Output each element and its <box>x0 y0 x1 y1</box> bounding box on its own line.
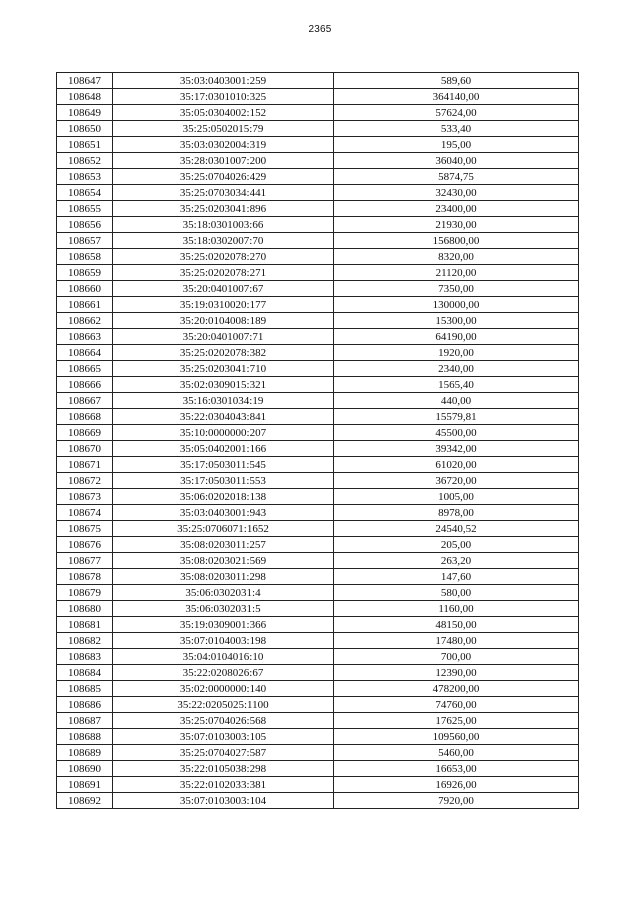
record-number-cell: 108657 <box>57 233 113 249</box>
table-row <box>57 265 579 281</box>
table-row <box>57 665 579 681</box>
record-number-cell: 108651 <box>57 137 113 153</box>
cadastral-number-cell: 35:16:0301034:19 <box>113 393 334 409</box>
cadastral-number-cell: 35:20:0401007:71 <box>113 329 334 345</box>
value-cell: 7350,00 <box>334 281 579 297</box>
record-number-cell: 108688 <box>57 729 113 745</box>
value-cell: 147,60 <box>334 569 579 585</box>
record-number-cell: 108692 <box>57 793 113 809</box>
table-row <box>57 505 579 521</box>
value-cell: 205,00 <box>334 537 579 553</box>
value-cell: 17480,00 <box>334 633 579 649</box>
table-row <box>57 537 579 553</box>
cadastral-number-cell: 35:07:0103003:104 <box>113 793 334 809</box>
record-number-cell: 108667 <box>57 393 113 409</box>
table-row <box>57 73 579 89</box>
value-cell: 12390,00 <box>334 665 579 681</box>
cadastral-number-cell: 35:25:0704026:429 <box>113 169 334 185</box>
record-number-cell: 108681 <box>57 617 113 633</box>
value-cell: 16653,00 <box>334 761 579 777</box>
value-cell: 364140,00 <box>334 89 579 105</box>
record-number-cell: 108680 <box>57 601 113 617</box>
value-cell: 8320,00 <box>334 249 579 265</box>
cadastral-number-cell: 35:07:0103003:105 <box>113 729 334 745</box>
record-number-cell: 108658 <box>57 249 113 265</box>
table-row <box>57 137 579 153</box>
cadastral-number-cell: 35:25:0202078:382 <box>113 345 334 361</box>
record-number-cell: 108650 <box>57 121 113 137</box>
cadastral-number-cell: 35:18:0301003:66 <box>113 217 334 233</box>
record-number-cell: 108674 <box>57 505 113 521</box>
table-row <box>57 89 579 105</box>
cadastral-number-cell: 35:25:0202078:271 <box>113 265 334 281</box>
value-cell: 156800,00 <box>334 233 579 249</box>
cadastral-number-cell: 35:03:0403001:943 <box>113 505 334 521</box>
cadastral-number-cell: 35:02:0309015:321 <box>113 377 334 393</box>
record-number-cell: 108683 <box>57 649 113 665</box>
value-cell: 61020,00 <box>334 457 579 473</box>
table-row <box>57 153 579 169</box>
cadastral-number-cell: 35:25:0706071:1652 <box>113 521 334 537</box>
value-cell: 5460,00 <box>334 745 579 761</box>
table-row <box>57 473 579 489</box>
cadastral-number-cell: 35:22:0208026:67 <box>113 665 334 681</box>
table-row <box>57 169 579 185</box>
table-row <box>57 761 579 777</box>
cadastral-number-cell: 35:06:0202018:138 <box>113 489 334 505</box>
record-number-cell: 108662 <box>57 313 113 329</box>
cadastral-number-cell: 35:19:0310020:177 <box>113 297 334 313</box>
record-number-cell: 108668 <box>57 409 113 425</box>
table-row <box>57 489 579 505</box>
value-cell: 589,60 <box>334 73 579 89</box>
table-row <box>57 121 579 137</box>
record-number-cell: 108653 <box>57 169 113 185</box>
record-number-cell: 108686 <box>57 697 113 713</box>
table-row <box>57 793 579 809</box>
value-cell: 23400,00 <box>334 201 579 217</box>
cadastral-number-cell: 35:25:0202078:270 <box>113 249 334 265</box>
table-row <box>57 361 579 377</box>
record-number-cell: 108659 <box>57 265 113 281</box>
table-row <box>57 569 579 585</box>
registry-table-body <box>57 73 579 809</box>
table-row <box>57 297 579 313</box>
record-number-cell: 108691 <box>57 777 113 793</box>
cadastral-number-cell: 35:22:0105038:298 <box>113 761 334 777</box>
table-row <box>57 329 579 345</box>
record-number-cell: 108666 <box>57 377 113 393</box>
table-row <box>57 185 579 201</box>
cadastral-number-cell: 35:28:0301007:200 <box>113 153 334 169</box>
table-row <box>57 377 579 393</box>
value-cell: 2340,00 <box>334 361 579 377</box>
cadastral-number-cell: 35:03:0403001:259 <box>113 73 334 89</box>
record-number-cell: 108665 <box>57 361 113 377</box>
value-cell: 195,00 <box>334 137 579 153</box>
value-cell: 36720,00 <box>334 473 579 489</box>
cadastral-number-cell: 35:25:0502015:79 <box>113 121 334 137</box>
cadastral-number-cell: 35:25:0703034:441 <box>113 185 334 201</box>
cadastral-number-cell: 35:17:0301010:325 <box>113 89 334 105</box>
cadastral-number-cell: 35:20:0104008:189 <box>113 313 334 329</box>
value-cell: 64190,00 <box>334 329 579 345</box>
value-cell: 1160,00 <box>334 601 579 617</box>
record-number-cell: 108671 <box>57 457 113 473</box>
cadastral-number-cell: 35:17:0503011:545 <box>113 457 334 473</box>
table-row <box>57 601 579 617</box>
cadastral-number-cell: 35:06:0302031:4 <box>113 585 334 601</box>
table-row <box>57 105 579 121</box>
cadastral-number-cell: 35:18:0302007:70 <box>113 233 334 249</box>
cadastral-number-cell: 35:17:0503011:553 <box>113 473 334 489</box>
table-row <box>57 729 579 745</box>
table-row <box>57 521 579 537</box>
value-cell: 48150,00 <box>334 617 579 633</box>
table-row <box>57 217 579 233</box>
record-number-cell: 108660 <box>57 281 113 297</box>
record-number-cell: 108678 <box>57 569 113 585</box>
value-cell: 109560,00 <box>334 729 579 745</box>
record-number-cell: 108679 <box>57 585 113 601</box>
value-cell: 16926,00 <box>334 777 579 793</box>
value-cell: 36040,00 <box>334 153 579 169</box>
value-cell: 24540,52 <box>334 521 579 537</box>
cadastral-number-cell: 35:22:0102033:381 <box>113 777 334 793</box>
cadastral-number-cell: 35:10:0000000:207 <box>113 425 334 441</box>
value-cell: 74760,00 <box>334 697 579 713</box>
table-row <box>57 393 579 409</box>
value-cell: 8978,00 <box>334 505 579 521</box>
cadastral-number-cell: 35:02:0000000:140 <box>113 681 334 697</box>
record-number-cell: 108676 <box>57 537 113 553</box>
table-row <box>57 681 579 697</box>
record-number-cell: 108648 <box>57 89 113 105</box>
value-cell: 1565,40 <box>334 377 579 393</box>
page-number: 2365 <box>308 24 332 35</box>
record-number-cell: 108670 <box>57 441 113 457</box>
value-cell: 440,00 <box>334 393 579 409</box>
table-row <box>57 201 579 217</box>
value-cell: 580,00 <box>334 585 579 601</box>
value-cell: 15579,81 <box>334 409 579 425</box>
table-row <box>57 649 579 665</box>
value-cell: 39342,00 <box>334 441 579 457</box>
record-number-cell: 108672 <box>57 473 113 489</box>
value-cell: 21930,00 <box>334 217 579 233</box>
cadastral-number-cell: 35:04:0104016:10 <box>113 649 334 665</box>
table-row <box>57 713 579 729</box>
cadastral-number-cell: 35:03:0302004:319 <box>113 137 334 153</box>
cadastral-number-cell: 35:22:0304043:841 <box>113 409 334 425</box>
table-row <box>57 697 579 713</box>
record-number-cell: 108661 <box>57 297 113 313</box>
value-cell: 7920,00 <box>334 793 579 809</box>
cadastral-number-cell: 35:25:0203041:896 <box>113 201 334 217</box>
table-row <box>57 249 579 265</box>
record-number-cell: 108647 <box>57 73 113 89</box>
cadastral-number-cell: 35:08:0203011:257 <box>113 537 334 553</box>
value-cell: 1920,00 <box>334 345 579 361</box>
cadastral-number-cell: 35:25:0704027:587 <box>113 745 334 761</box>
table-row <box>57 409 579 425</box>
cadastral-number-cell: 35:08:0203011:298 <box>113 569 334 585</box>
cadastral-number-cell: 35:07:0104003:198 <box>113 633 334 649</box>
record-number-cell: 108684 <box>57 665 113 681</box>
cadastral-number-cell: 35:19:0309001:366 <box>113 617 334 633</box>
table-row <box>57 457 579 473</box>
record-number-cell: 108677 <box>57 553 113 569</box>
cadastral-number-cell: 35:25:0203041:710 <box>113 361 334 377</box>
value-cell: 478200,00 <box>334 681 579 697</box>
table-row <box>57 313 579 329</box>
record-number-cell: 108675 <box>57 521 113 537</box>
cadastral-number-cell: 35:05:0402001:166 <box>113 441 334 457</box>
value-cell: 130000,00 <box>334 297 579 313</box>
cadastral-number-cell: 35:08:0203021:569 <box>113 553 334 569</box>
value-cell: 32430,00 <box>334 185 579 201</box>
table-row <box>57 233 579 249</box>
table-row <box>57 345 579 361</box>
cadastral-number-cell: 35:25:0704026:568 <box>113 713 334 729</box>
value-cell: 17625,00 <box>334 713 579 729</box>
cadastral-number-cell: 35:05:0304002:152 <box>113 105 334 121</box>
table-row <box>57 441 579 457</box>
value-cell: 57624,00 <box>334 105 579 121</box>
record-number-cell: 108649 <box>57 105 113 121</box>
table-row <box>57 585 579 601</box>
value-cell: 263,20 <box>334 553 579 569</box>
table-row <box>57 617 579 633</box>
cadastral-number-cell: 35:22:0205025:1100 <box>113 697 334 713</box>
table-row <box>57 553 579 569</box>
record-number-cell: 108689 <box>57 745 113 761</box>
cadastral-number-cell: 35:06:0302031:5 <box>113 601 334 617</box>
record-number-cell: 108663 <box>57 329 113 345</box>
cadastral-number-cell: 35:20:0401007:67 <box>113 281 334 297</box>
record-number-cell: 108654 <box>57 185 113 201</box>
table-row <box>57 281 579 297</box>
record-number-cell: 108690 <box>57 761 113 777</box>
value-cell: 533,40 <box>334 121 579 137</box>
value-cell: 21120,00 <box>334 265 579 281</box>
table-row <box>57 777 579 793</box>
record-number-cell: 108655 <box>57 201 113 217</box>
record-number-cell: 108673 <box>57 489 113 505</box>
value-cell: 700,00 <box>334 649 579 665</box>
table-row <box>57 745 579 761</box>
record-number-cell: 108669 <box>57 425 113 441</box>
value-cell: 5874,75 <box>334 169 579 185</box>
record-number-cell: 108687 <box>57 713 113 729</box>
table-row <box>57 633 579 649</box>
registry-table <box>56 72 579 809</box>
record-number-cell: 108656 <box>57 217 113 233</box>
value-cell: 45500,00 <box>334 425 579 441</box>
value-cell: 15300,00 <box>334 313 579 329</box>
record-number-cell: 108652 <box>57 153 113 169</box>
record-number-cell: 108685 <box>57 681 113 697</box>
record-number-cell: 108664 <box>57 345 113 361</box>
table-row <box>57 425 579 441</box>
record-number-cell: 108682 <box>57 633 113 649</box>
value-cell: 1005,00 <box>334 489 579 505</box>
